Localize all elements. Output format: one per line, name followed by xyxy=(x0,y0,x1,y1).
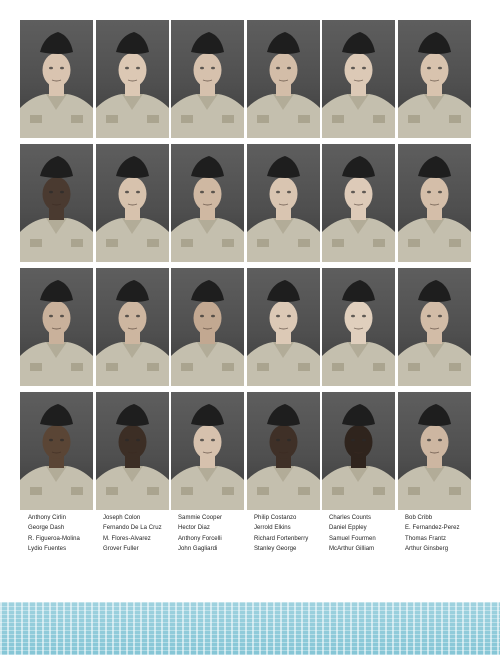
portrait-photo xyxy=(171,392,244,510)
person-name: McArthur Gilliam xyxy=(329,545,375,552)
person-name: Samuel Fourmen xyxy=(329,535,376,542)
portrait-photo xyxy=(96,144,169,262)
portrait-grid xyxy=(20,20,471,512)
person-name: Hector Diaz xyxy=(178,525,210,532)
name-column xyxy=(254,513,330,554)
name-column xyxy=(405,513,481,554)
portrait-photo xyxy=(398,268,471,386)
person-name: Anthony Cirlin xyxy=(28,515,67,521)
person-name: Daniel Eppley xyxy=(329,525,367,532)
name-list xyxy=(20,513,480,557)
portrait-photo xyxy=(322,20,395,138)
portrait-photo xyxy=(322,268,395,386)
portrait-photo xyxy=(20,268,93,386)
portrait-photo xyxy=(96,392,169,510)
person-name: Sammie Cooper xyxy=(178,515,223,521)
portrait-photo xyxy=(398,392,471,510)
portrait-photo xyxy=(20,20,93,138)
person-name: M. Flores-Alvarez xyxy=(103,535,151,542)
person-name: Arthur Ginsberg xyxy=(405,545,449,552)
portrait-photo xyxy=(96,20,169,138)
portrait-photo xyxy=(247,20,320,138)
person-name: Philip Costanzo xyxy=(254,515,297,521)
person-name: Fernando De La Cruz xyxy=(103,525,162,532)
person-name: John Gagliardi xyxy=(178,545,218,552)
name-column xyxy=(329,513,405,554)
person-name: R. Figueroa-Molina xyxy=(28,535,80,542)
person-name: Stanley George xyxy=(254,545,297,552)
person-name: Jerrold Elkins xyxy=(254,525,291,532)
person-name: George Dash xyxy=(28,525,65,532)
portrait-photo xyxy=(171,144,244,262)
portrait-photo xyxy=(247,268,320,386)
portrait-photo xyxy=(20,392,93,510)
person-name: Joseph Colon xyxy=(103,515,141,521)
portrait-photo xyxy=(247,392,320,510)
name-column xyxy=(28,513,104,554)
portrait-photo xyxy=(171,268,244,386)
portrait-photo xyxy=(171,20,244,138)
portrait-photo xyxy=(322,144,395,262)
portrait-photo xyxy=(247,144,320,262)
person-name: Bob Cribb xyxy=(405,515,433,521)
portrait-photo xyxy=(20,144,93,262)
portrait-photo xyxy=(96,268,169,386)
person-name: Richard Fortenberry xyxy=(254,535,309,542)
name-column xyxy=(178,513,254,554)
decorative-band xyxy=(0,602,500,655)
person-name: Anthony Forcelli xyxy=(178,535,222,542)
person-name: Grover Fuller xyxy=(103,545,139,552)
portrait-photo xyxy=(398,144,471,262)
name-column xyxy=(103,513,179,554)
person-name: Charles Counts xyxy=(329,515,372,521)
person-name: Thomas Frantz xyxy=(405,535,446,542)
person-name: E. Fernandez-Perez xyxy=(405,525,460,532)
portrait-photo xyxy=(322,392,395,510)
portrait-photo xyxy=(398,20,471,138)
person-name: Lydio Fuentes xyxy=(28,545,67,552)
